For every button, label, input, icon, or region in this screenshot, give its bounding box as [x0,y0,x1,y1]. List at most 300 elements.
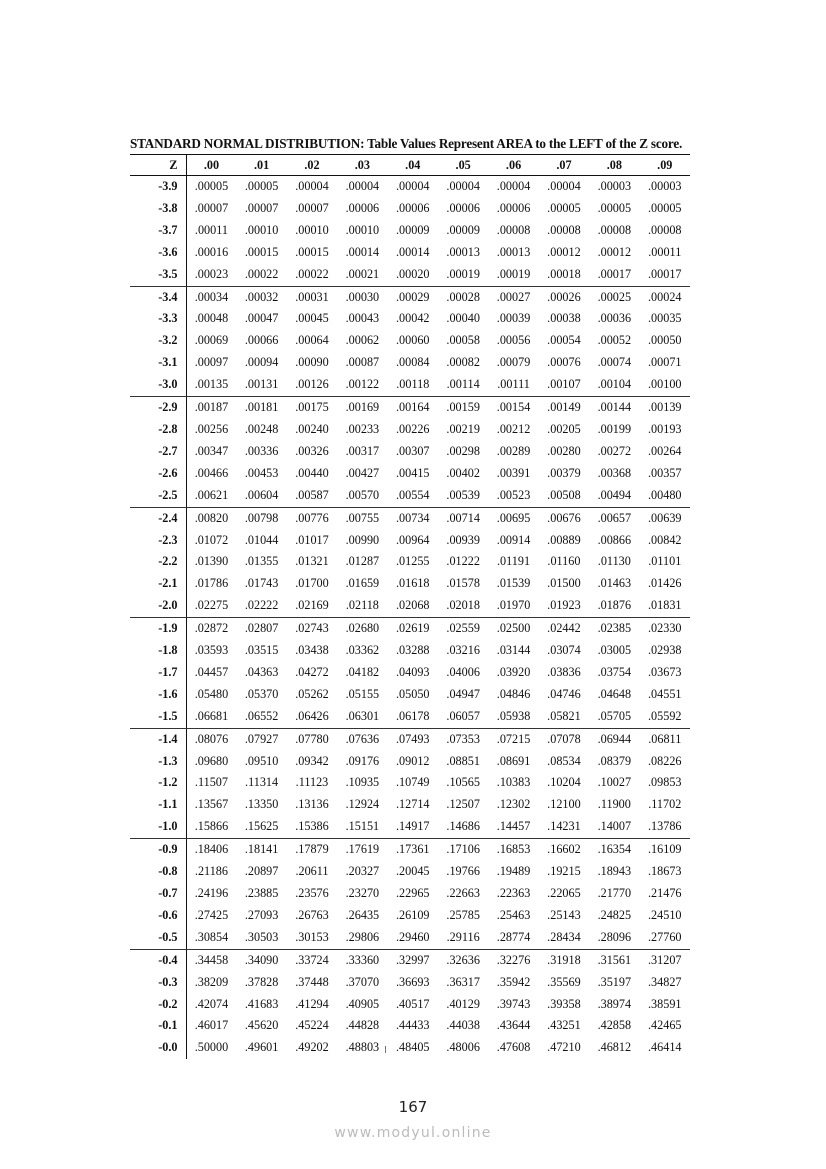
probability-cell: .00440 [295,465,329,480]
probability-cell: .00480 [640,485,690,507]
probability-cell: .00554 [388,485,438,507]
probability-cell: .04746 [547,686,581,701]
table-row [130,1015,690,1037]
probability-cell: .00056 [496,333,531,348]
probability-cell: .00621 [186,485,236,507]
z-column-header: Z [130,155,186,176]
probability-cell: .01287 [345,554,380,569]
z-value-cell: -2.7 [130,441,186,463]
probability-cell: .00379 [547,465,581,480]
probability-cell: .00019 [488,264,538,286]
probability-cell: .00045 [295,311,329,326]
probability-cell: .19489 [496,864,531,879]
probability-cell: .00307 [396,443,430,458]
probability-cell: .44828 [345,1018,380,1033]
probability-cell: .00020 [388,264,438,286]
z-value-cell: -2.1 [130,573,186,595]
table-row [130,595,690,617]
probability-cell: .00164 [396,400,430,415]
probability-cell: .00205 [547,421,581,436]
probability-cell: .17106 [446,842,480,857]
probability-cell: .00071 [648,355,682,370]
table-row [130,242,690,264]
table-row [130,352,690,374]
probability-cell: .25143 [547,907,581,922]
probability-cell: .38209 [194,974,229,989]
probability-cell: .30854 [186,927,236,949]
probability-cell: .00523 [488,485,538,507]
z-value-cell: -0.7 [130,883,186,905]
probability-cell: .03074 [547,643,581,658]
probability-cell: .02222 [236,595,286,617]
probability-cell: .02680 [345,621,380,636]
probability-cell: .01355 [244,554,279,569]
probability-cell: .11123 [295,775,329,790]
probability-cell: .01876 [589,595,639,617]
probability-cell: .28774 [488,927,538,949]
probability-cell: .00008 [597,222,632,237]
probability-cell: .00402 [446,465,480,480]
probability-cell: .09012 [396,753,430,768]
probability-cell: .33724 [295,952,329,967]
probability-cell: .14457 [488,816,538,838]
probability-cell: .18406 [194,842,229,857]
probability-cell: .00021 [337,264,387,286]
probability-cell: .00007 [295,200,329,215]
probability-cell: .03438 [295,643,329,658]
probability-cell: .03593 [194,643,229,658]
table-row [130,883,690,905]
probability-cell: .01970 [488,595,538,617]
probability-cell: .00007 [194,200,229,215]
probability-cell: .19215 [547,864,581,879]
probability-cell: .00036 [597,311,632,326]
table-row [130,861,690,883]
column-header: .00 [186,155,236,176]
probability-cell: .00008 [496,222,531,237]
probability-cell: .00755 [345,510,380,525]
probability-cell: .00240 [295,421,329,436]
probability-cell: .09176 [345,753,380,768]
probability-cell: .35569 [547,974,581,989]
probability-cell: .08534 [547,753,581,768]
probability-cell: .31207 [648,952,682,967]
probability-cell: .18943 [597,864,632,879]
probability-cell: .01618 [396,576,430,591]
probability-cell: .04846 [496,686,531,701]
probability-cell: .06552 [236,706,286,728]
table-row [130,684,690,706]
column-header: .04 [388,155,438,176]
probability-cell: .00027 [496,289,531,304]
probability-cell: .43251 [547,1018,581,1033]
z-value-cell: -1.7 [130,662,186,684]
probability-cell: .25463 [496,907,531,922]
probability-cell: .35197 [597,974,632,989]
probability-cell: .00570 [337,485,387,507]
probability-cell: .00357 [648,465,682,480]
z-table [130,154,690,1059]
probability-cell: .02275 [186,595,236,617]
probability-cell: .04272 [295,664,329,679]
probability-cell: .00012 [597,244,632,259]
probability-cell: .00018 [539,264,589,286]
probability-cell: .00199 [597,421,632,436]
probability-cell: .00058 [446,333,480,348]
probability-cell: .17619 [345,842,380,857]
probability-cell: .00280 [547,443,581,458]
probability-cell: .24510 [648,907,682,922]
probability-cell: .40905 [345,996,380,1011]
probability-cell: .00010 [244,222,279,237]
probability-cell: .01130 [597,554,631,569]
probability-cell: .00187 [194,400,229,415]
probability-cell: .41683 [244,996,279,1011]
probability-cell: .21770 [597,886,632,900]
probability-cell: .00508 [539,485,589,507]
table-row [130,330,690,352]
probability-cell: .01700 [295,576,329,591]
z-value-cell: -3.4 [130,286,186,308]
probability-cell: .42858 [597,1018,632,1033]
probability-cell: .03515 [244,643,279,658]
probability-cell: .00004 [547,179,581,193]
probability-cell: .00019 [438,264,488,286]
probability-cell: .39358 [547,996,581,1011]
probability-cell: .00012 [547,244,581,259]
probability-cell: .15625 [236,816,286,838]
probability-cell: .00734 [396,510,430,525]
probability-cell: .00100 [640,374,690,396]
probability-cell: .05592 [640,706,690,728]
probability-cell: .50000 [194,1040,229,1055]
probability-cell: .39743 [496,996,531,1011]
probability-cell: .23576 [295,886,329,900]
probability-cell: .24196 [194,886,229,900]
probability-cell: .29116 [438,927,488,949]
probability-cell: .00025 [597,289,632,304]
z-value-cell: -1.8 [130,640,186,662]
probability-cell: .12714 [396,797,430,812]
probability-cell: .09342 [295,753,329,768]
probability-cell: .00003 [597,179,632,193]
probability-cell: .00008 [648,222,682,237]
probability-cell: .00003 [648,179,682,193]
probability-cell: .00023 [186,264,236,286]
probability-cell: .04006 [446,664,480,679]
probability-cell: .13136 [295,797,329,812]
probability-cell: .07493 [396,731,430,746]
probability-cell: .00169 [345,400,380,415]
probability-cell: .00005 [244,179,279,193]
probability-cell: .00064 [295,333,329,348]
probability-cell: .00939 [446,532,480,547]
probability-cell: .32997 [396,952,430,967]
probability-cell: .00990 [345,532,380,547]
probability-cell: .05705 [589,706,639,728]
probability-cell: .00657 [597,510,632,525]
column-header: .08 [589,155,639,176]
probability-cell: .31918 [547,952,581,967]
probability-cell: .00011 [194,222,228,237]
probability-cell: .06426 [287,706,337,728]
probability-cell: .00494 [589,485,639,507]
probability-cell: .37448 [295,974,329,989]
probability-cell: .00009 [446,222,480,237]
probability-cell: .03005 [597,643,632,658]
z-value-cell: -2.9 [130,397,186,419]
probability-cell: .00032 [244,289,279,304]
probability-cell: .00539 [438,485,488,507]
probability-cell: .00048 [194,311,229,326]
probability-cell: .00047 [244,311,279,326]
probability-cell: .02872 [194,621,229,636]
probability-cell: .01659 [345,576,380,591]
table-row [130,198,690,220]
probability-cell: .31561 [597,952,632,967]
probability-cell: .22363 [496,886,531,900]
probability-cell: .04648 [597,686,632,701]
probability-cell: .32276 [496,952,531,967]
probability-cell: .45224 [295,1018,329,1033]
probability-cell: .05370 [244,686,279,701]
probability-cell: .27093 [244,907,279,922]
z-value-cell: -2.4 [130,507,186,529]
probability-cell: .48405 [396,1040,430,1055]
probability-cell: .01578 [446,576,480,591]
probability-cell: .00776 [295,510,329,525]
probability-cell: .33360 [345,952,380,967]
probability-cell: .00347 [194,443,229,458]
probability-cell: .12302 [496,797,531,812]
z-value-cell: -3.7 [130,220,186,242]
probability-cell: .07636 [345,731,380,746]
probability-cell: .10565 [446,775,480,790]
probability-cell: .24825 [597,907,632,922]
probability-cell: .44038 [446,1018,480,1033]
probability-cell: .02807 [244,621,279,636]
probability-cell: .00466 [194,465,229,480]
z-value-cell: -1.5 [130,706,186,728]
probability-cell: .01786 [194,576,229,591]
probability-cell: .00017 [589,264,639,286]
probability-cell: .13786 [640,816,690,838]
z-value-cell: -0.3 [130,972,186,994]
probability-cell: .03216 [446,643,480,658]
z-value-cell: -1.9 [130,618,186,640]
z-value-cell: -0.1 [130,1015,186,1037]
probability-cell: .38974 [597,996,632,1011]
probability-cell: .32636 [446,952,480,967]
probability-cell: .00060 [396,333,430,348]
probability-cell: .37070 [345,974,380,989]
z-value-cell: -1.3 [130,751,186,773]
probability-cell: .00131 [236,374,286,396]
probability-cell: .00144 [597,400,632,415]
probability-cell: .00038 [547,311,581,326]
probability-cell: .03920 [496,664,531,679]
probability-cell: .00005 [194,179,229,193]
probability-cell: .14686 [438,816,488,838]
probability-cell: .00004 [345,179,380,193]
probability-cell: .00097 [194,355,229,370]
table-row [130,816,690,838]
probability-cell: .00264 [648,443,682,458]
probability-cell: .00052 [597,333,632,348]
z-value-cell: -3.1 [130,352,186,374]
table-row [130,485,690,507]
probability-cell: .00014 [396,244,430,259]
probability-cell: .00090 [295,355,329,370]
probability-cell: .38591 [648,996,682,1011]
probability-cell: .13567 [194,797,229,812]
probability-cell: .00298 [446,443,480,458]
probability-cell: .04947 [446,686,480,701]
probability-cell: .10383 [496,775,531,790]
probability-cell: .00004 [396,179,430,193]
probability-cell: .00039 [496,311,531,326]
probability-cell: .02068 [388,595,438,617]
z-value-cell: -2.0 [130,595,186,617]
probability-cell: .09680 [194,753,229,768]
probability-cell: .12924 [345,797,380,812]
probability-cell: .26435 [345,907,380,922]
probability-cell: .09510 [244,753,279,768]
probability-cell: .00005 [648,200,682,215]
probability-cell: .00024 [648,289,682,304]
table-row [130,530,690,552]
probability-cell: .00820 [194,510,229,525]
table-row [130,1037,690,1059]
probability-cell: .01044 [244,532,279,547]
probability-cell: .01426 [648,576,682,591]
probability-cell: .17879 [295,842,329,857]
probability-cell: .00062 [345,333,380,348]
probability-cell: .16109 [648,842,682,857]
probability-cell: .26109 [396,907,430,922]
probability-cell: .01463 [597,576,632,591]
probability-cell: .15866 [186,816,236,838]
probability-cell: .14917 [388,816,438,838]
probability-cell: .01222 [446,554,480,569]
probability-cell: .06301 [337,706,387,728]
column-header: .06 [488,155,538,176]
z-value-cell: -0.6 [130,905,186,927]
probability-cell: .02118 [337,595,387,617]
probability-cell: .07078 [547,731,581,746]
probability-cell: .15151 [337,816,387,838]
probability-cell: .36317 [446,974,480,989]
table-row [130,507,690,529]
probability-cell: .41294 [295,996,329,1011]
probability-cell: .05938 [488,706,538,728]
probability-cell: .01743 [244,576,279,591]
probability-cell: .02743 [295,621,329,636]
probability-cell: .00587 [287,485,337,507]
probability-cell: .18141 [244,842,279,857]
probability-cell: .00030 [345,289,380,304]
z-value-cell: -1.4 [130,728,186,750]
z-value-cell: -0.9 [130,839,186,861]
table-row [130,220,690,242]
probability-cell: .44433 [396,1018,430,1033]
probability-cell: .01321 [295,554,329,569]
probability-cell: .07215 [496,731,531,746]
probability-cell: .36693 [396,974,430,989]
probability-cell: .02330 [648,621,682,636]
probability-cell: .00139 [648,400,682,415]
probability-cell: .00391 [496,465,531,480]
probability-cell: .00015 [244,244,279,259]
probability-cell: .00094 [244,355,279,370]
probability-cell: .00066 [244,333,279,348]
probability-cell: .28434 [539,927,589,949]
probability-cell: .15386 [287,816,337,838]
probability-cell: .20045 [396,864,430,879]
probability-cell: .01072 [194,532,229,547]
probability-cell: .00008 [547,222,581,237]
probability-cell: .00233 [345,421,380,436]
probability-cell: .27760 [640,927,690,949]
probability-cell: .00005 [547,200,581,215]
probability-cell: .01255 [396,554,430,569]
z-value-cell: -2.6 [130,463,186,485]
probability-cell: .00842 [648,532,682,547]
probability-cell: .00013 [446,244,480,259]
probability-cell: .00714 [446,510,480,525]
probability-cell: .29460 [388,927,438,949]
probability-cell: .00022 [236,264,286,286]
probability-cell: .07780 [295,731,329,746]
probability-cell: .00031 [295,289,329,304]
probability-cell: .08851 [446,753,480,768]
probability-cell: .00054 [547,333,581,348]
probability-cell: .27425 [194,907,229,922]
probability-cell: .00006 [396,200,430,215]
probability-cell: .03754 [597,664,632,679]
probability-cell: .11314 [245,775,279,790]
z-value-cell: -3.3 [130,308,186,330]
probability-cell: .00272 [597,443,632,458]
column-header: .02 [287,155,337,176]
table-row [130,728,690,750]
probability-cell: .04551 [648,686,682,701]
probability-cell: .34090 [244,952,279,967]
z-value-cell: -0.8 [130,861,186,883]
probability-cell: .48006 [446,1040,480,1055]
probability-cell: .45620 [244,1018,279,1033]
probability-cell: .01500 [547,576,581,591]
probability-cell: .11507 [194,775,228,790]
table-row [130,618,690,640]
probability-cell: .00639 [648,510,682,525]
probability-cell: .48803 [345,1040,380,1055]
probability-cell: .00028 [446,289,480,304]
probability-cell: .04363 [244,664,279,679]
table-row [130,286,690,308]
probability-cell: .00676 [547,510,581,525]
column-header: .07 [539,155,589,176]
probability-cell: .03144 [496,643,531,658]
z-value-cell: -2.5 [130,485,186,507]
probability-cell: .01390 [194,554,229,569]
table-row [130,751,690,773]
probability-cell: .01191 [497,554,531,569]
probability-cell: .00111 [488,374,538,396]
probability-cell: .00006 [345,200,380,215]
probability-cell: .00029 [396,289,430,304]
probability-cell: .03673 [648,664,682,679]
